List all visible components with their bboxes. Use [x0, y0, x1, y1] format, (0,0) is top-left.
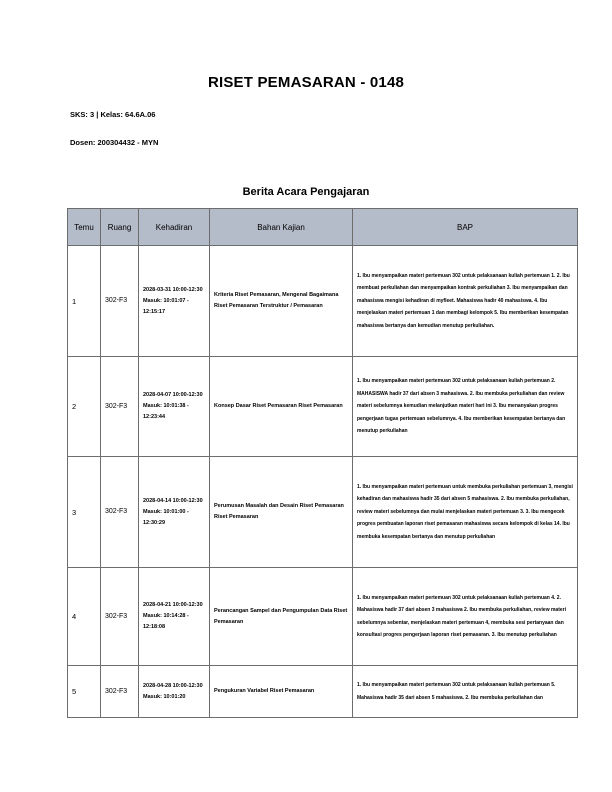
header-bahan-kajian: Bahan Kajian — [210, 209, 353, 246]
cell-temu: 2 — [68, 357, 101, 457]
cell-bahan-kajian: Konsep Dasar Riset Pemasaran Riset Pemasaran — [210, 357, 353, 457]
header-temu: Temu — [68, 209, 101, 246]
cell-temu: 5 — [68, 666, 101, 718]
cell-bap: 1. Ibu menyampaikan materi pertemuan 302 untuk pelaksanaan kuliah pertemuan 4. 2. Mahasiswa hadir 37 dari absen 3 mahasiswa 2. Ibu membuka perkuliahan, review materi sebelumnya sebentar, menjelaskan materi pertemuan 4, membuka sesi pertanyaan dan konsultasi progres pengerjaan laporan riset pemasaran. 3. Ibu menutup perkuliahan — [353, 568, 578, 666]
course-info: SKS: 3 | Kelas: 64.6A.06 — [70, 110, 156, 119]
cell-bahan-kajian: Pengukuran Variabel Riset Pemasaran — [210, 666, 353, 718]
cell-bap: 1. Ibu menyampaikan materi pertemuan 302 untuk pelaksanaan kuliah pertemuan 2. MAHASISWA hadir 37 dari absen 3 mahasiswa. 2. Ibu membuka perkuliahan dan review materi sebelumnya kemudian melanjutkan materi hari ini 3. Ibu menanyakan progres pengerjaan tugas pertemuan sebelumnya. 4. Ibu memberikan kesempatan bertanya dan menutup perkuliahan — [353, 357, 578, 457]
cell-ruang: 302-F3 — [101, 246, 139, 357]
header-bap: BAP — [353, 209, 578, 246]
table-row — [68, 568, 578, 666]
cell-ruang: 302-F3 — [101, 457, 139, 568]
cell-kehadiran: 2028-04-28 10:00-12:30 Masuk: 10:01:20 — [139, 666, 210, 718]
cell-bap: 1. Ibu menyampaikan materi pertemuan untuk membuka perkuliahan pertemuan 3, mengisi kehadiran dan mahasiswa hadir 35 dari absen 5 mahasiswa. 2. Ibu membuka perkuliahan, review materi sebelumnya dan mulai menjelaskan materi pertemuan 3. 3. Ibu mengecek progres pembuatan laporan riset pemasaran mahasiswa secara kelompok di kelas 14. Ibu membuka kesempatan bertanya dan menutup perkuliahan — [353, 457, 578, 568]
table-row — [68, 357, 578, 457]
header-ruang: Ruang — [101, 209, 139, 246]
bap-table — [67, 208, 578, 718]
cell-bahan-kajian: Kriteria Riset Pemasaran, Mengenal Bagaimana Riset Pemasaran Terstruktur / Pemasaran — [210, 246, 353, 357]
cell-bahan-kajian: Perumusan Masalah dan Desain Riset Pemasaran Riset Pemasaran — [210, 457, 353, 568]
cell-ruang: 302-F3 — [101, 666, 139, 718]
lecturer-info: Dosen: 200304432 - MYN — [70, 138, 159, 147]
cell-temu: 3 — [68, 457, 101, 568]
table-row — [68, 666, 578, 718]
cell-ruang: 302-F3 — [101, 568, 139, 666]
cell-kehadiran: 2028-04-14 10:00-12:30 Masuk: 10:01:00 - 12:30:29 — [139, 457, 210, 568]
cell-kehadiran: 2028-03-31 10:00-12:30 Masuk: 10:01:07 - 12:15:17 — [139, 246, 210, 357]
cell-kehadiran: 2028-04-21 10:00-12:30 Masuk: 10:14:28 - 12:18:08 — [139, 568, 210, 666]
table-row — [68, 246, 578, 357]
cell-temu: 1 — [68, 246, 101, 357]
document-title: RISET PEMASARAN - 0148 — [207, 74, 405, 91]
cell-temu: 4 — [68, 568, 101, 666]
table-title: Berita Acara Pengajaran — [242, 186, 370, 198]
cell-bap: 1. Ibu menyampaikan materi pertemuan 302 untuk pelaksanaan kuliah pertemuan 5. Mahasiswa hadir 35 dari absen 5 mahasiswa. 2. Ibu membuka perkuliahan dan — [353, 666, 578, 718]
table-header-row — [68, 209, 578, 246]
cell-kehadiran: 2028-04-07 10:00-12:30 Masuk: 10:01:38 - 12:23:44 — [139, 357, 210, 457]
header-kehadiran: Kehadiran — [139, 209, 210, 246]
cell-bahan-kajian: Perancangan Sampel dan Pengumpulan Data Riset Pemasaran — [210, 568, 353, 666]
cell-ruang: 302-F3 — [101, 357, 139, 457]
table-row — [68, 457, 578, 568]
cell-bap: 1. Ibu menyampaikan materi pertemuan 302 untuk pelaksanaan kuliah pertemuan 1. 2. Ibu membuat perkuliahan dan menyampaikan kontrak perkuliahan 3. Ibu menyampaikan dan mahasiswa mengisi kehadiran di myfleet. Mahasiswa hadir 40 mahasiswa. 4. Ibu menjelaskan materi pertemuan 1 dan membagi kelompok 5. Ibu memberikan kesempatan mahasiswa bertanya dan kemudian menutup perkuliahan. — [353, 246, 578, 357]
